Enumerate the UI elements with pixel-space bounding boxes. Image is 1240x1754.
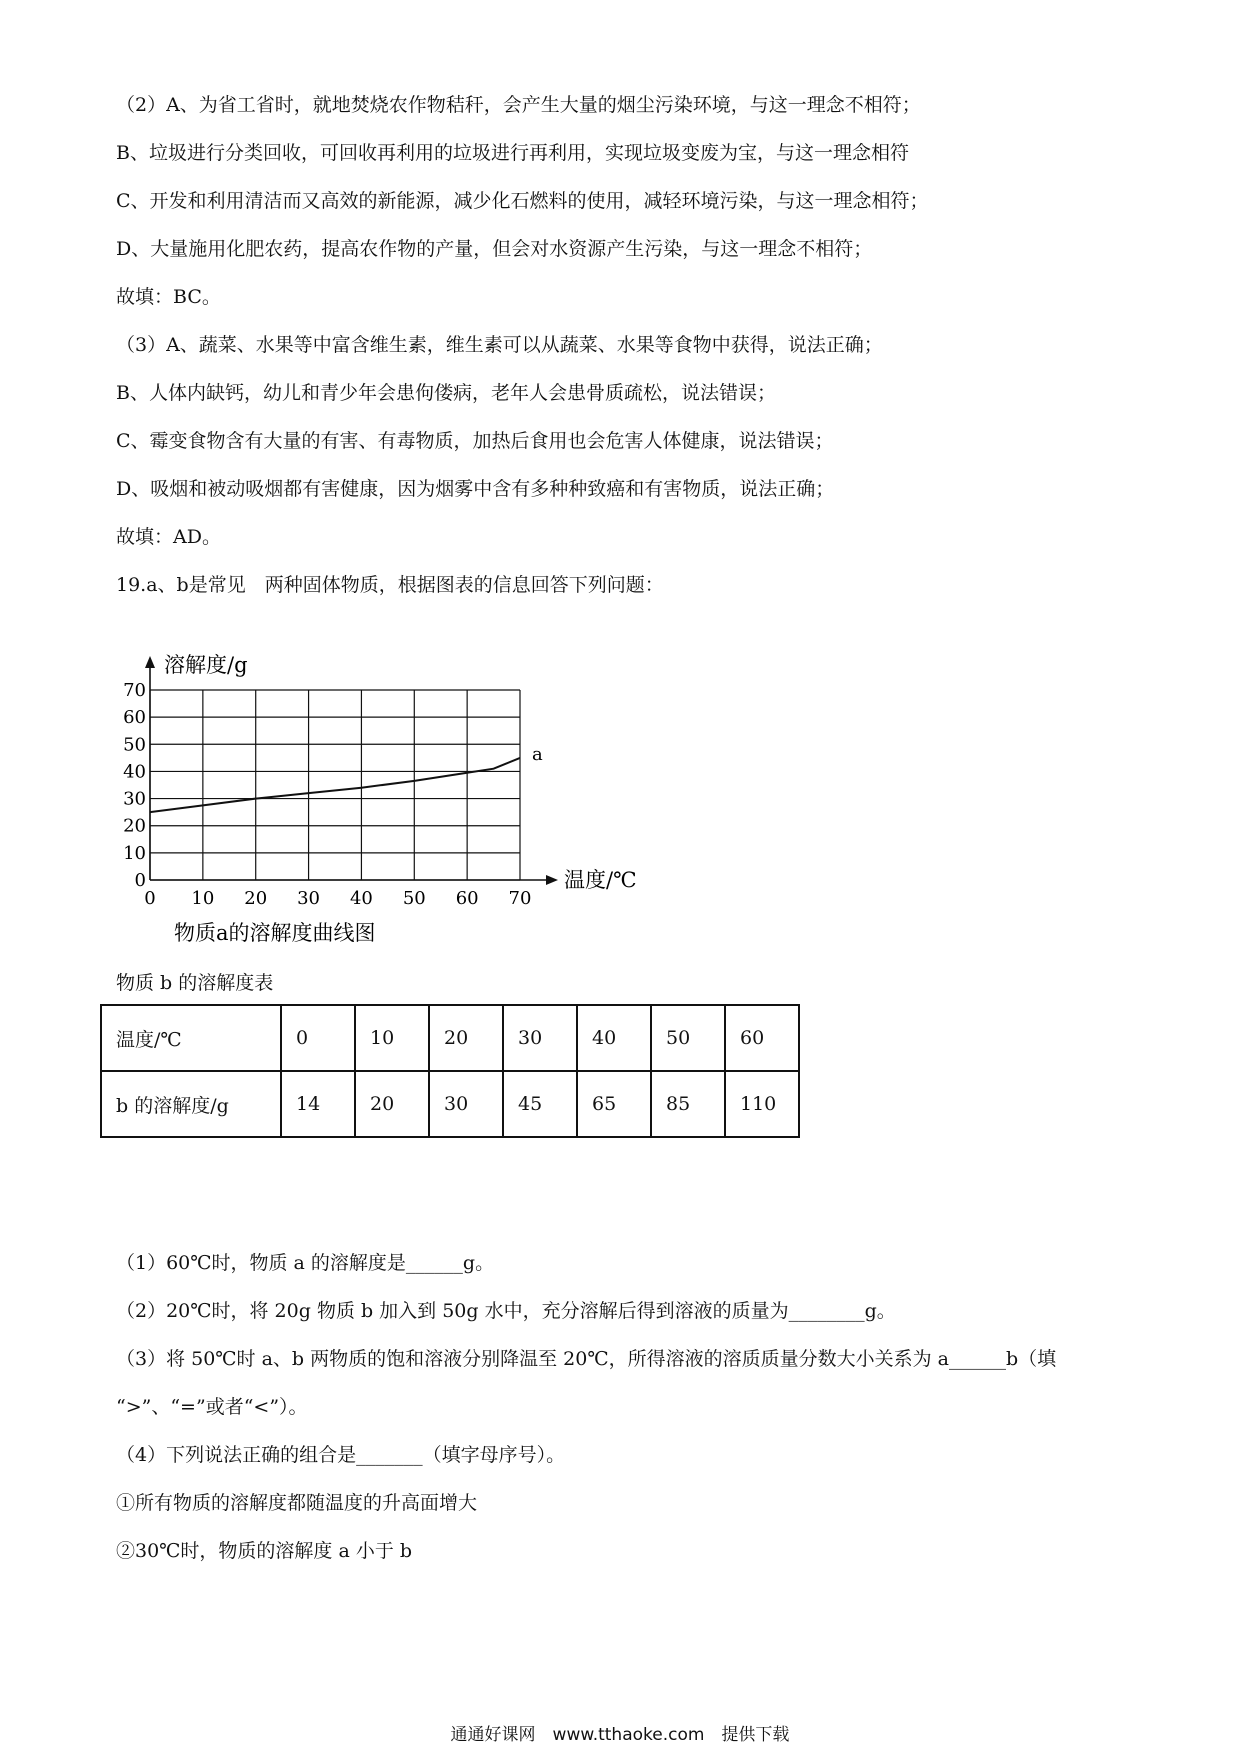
text-line: B、垃圾进行分类回收，可回收再利用的垃圾进行再利用，实现垃圾变废为宝，与这一理念相符 [116, 142, 909, 164]
sub-question-3-cont: “>”、“=”或者“<”）。 [116, 1396, 308, 1418]
series-line-a [150, 758, 520, 812]
table-cell: 20 [355, 1071, 429, 1137]
sub-question-1: （1）60℃时，物质 a 的溶解度是______g。 [116, 1252, 495, 1274]
x-tick-label: 0 [144, 888, 156, 909]
solubility-chart-a [120, 648, 640, 948]
question-19-intro: 19.a、b是常见 两种固体物质，根据图表的信息回答下列问题： [116, 574, 664, 596]
table-cell: 50 [651, 1005, 725, 1071]
text-line: （2）A、为省工省时，就地焚烧农作物秸秆，会产生大量的烟尘污染环境，与这一理念不相符； [116, 94, 921, 116]
text-line: 故填：BC。 [116, 286, 221, 308]
table-cell: 45 [503, 1071, 577, 1137]
y-tick-label: 20 [123, 815, 146, 837]
chart-svg [120, 648, 640, 948]
x-tick-label: 20 [244, 888, 268, 909]
statement-2: ②30℃时，物质的溶解度 a 小于 b [116, 1540, 413, 1562]
footer-credit: 通通好课网 www.tthaoke.com 提供下载 [450, 1725, 790, 1745]
y-tick-label: 40 [123, 761, 146, 783]
y-axis-label: 溶解度/g [164, 653, 248, 677]
solubility-table-b [100, 1004, 800, 1138]
table-row [101, 1005, 799, 1071]
chart-title: 物质a的溶解度曲线图 [174, 921, 376, 945]
table-cell: 14 [281, 1071, 355, 1137]
text-line: （3）A、蔬菜、水果等中富含维生素，维生素可以从蔬菜、水果等食物中获得，说法正确； [116, 334, 883, 356]
x-axis-label: 温度/℃ [564, 868, 637, 892]
text-line: C、霉变食物含有大量的有害、有毒物质，加热后食用也会危害人体健康，说法错误； [116, 430, 834, 452]
x-axis-arrow [546, 875, 558, 885]
chart-grid [150, 690, 520, 880]
table-cell: 65 [577, 1071, 651, 1137]
y-tick-label: 70 [123, 680, 146, 701]
table-header-cell: b 的溶解度/g [101, 1071, 281, 1137]
table-cell: 30 [503, 1005, 577, 1071]
table-cell: 20 [429, 1005, 503, 1071]
table-row [101, 1071, 799, 1137]
statement-1: ①所有物质的溶解度都随温度的升高面增大 [116, 1492, 478, 1514]
y-tick-label: 50 [123, 734, 146, 756]
table-cell: 85 [651, 1071, 725, 1137]
x-tick-label: 40 [349, 888, 373, 909]
chart-ticks [123, 680, 531, 909]
table-cell: 0 [281, 1005, 355, 1071]
y-tick-label: 30 [123, 788, 146, 810]
x-tick-label: 70 [508, 888, 532, 909]
sub-question-2: （2）20℃时，将 20g 物质 b 加入到 50g 水中，充分溶解后得到溶液的质量为________g。 [116, 1300, 896, 1322]
table-header-cell: 温度/℃ [101, 1005, 281, 1071]
y-axis-arrow [145, 656, 155, 668]
y-tick-label: 60 [123, 707, 146, 729]
x-tick-label: 10 [191, 888, 215, 909]
y-tick-label: 0 [134, 870, 146, 891]
x-tick-label: 30 [297, 888, 321, 909]
table-cell: 10 [355, 1005, 429, 1071]
sub-question-4: （4）下列说法正确的组合是_______（填字母序号）。 [116, 1444, 566, 1466]
sub-question-3: （3）将 50℃时 a、b 两物质的饱和溶液分别降温至 20℃，所得溶液的溶质质量分数大小关系为 a______b（填 [116, 1348, 1057, 1370]
table-cell: 40 [577, 1005, 651, 1071]
text-line: B、人体内缺钙，幼儿和青少年会患佝偻病，老年人会患骨质疏松，说法错误； [116, 382, 776, 404]
table-cell: 60 [725, 1005, 799, 1071]
text-line: D、大量施用化肥农药，提高农作物的产量，但会对水资源产生污染，与这一理念不相符； [116, 238, 873, 260]
series-label-a: a [532, 743, 543, 765]
table-cell: 110 [725, 1071, 799, 1137]
y-tick-label: 10 [123, 842, 146, 864]
x-tick-label: 50 [402, 888, 426, 909]
text-line: D、吸烟和被动吸烟都有害健康，因为烟雾中含有多种种致癌和有害物质，说法正确； [116, 478, 835, 500]
text-line: C、开发和利用清洁而又高效的新能源，减少化石燃料的使用，减轻环境污染，与这一理念相符； [116, 190, 929, 212]
text-line: 故填：AD。 [116, 526, 221, 548]
table-caption: 物质 b 的溶解度表 [116, 972, 274, 994]
table-cell: 30 [429, 1071, 503, 1137]
x-tick-label: 60 [455, 888, 479, 909]
